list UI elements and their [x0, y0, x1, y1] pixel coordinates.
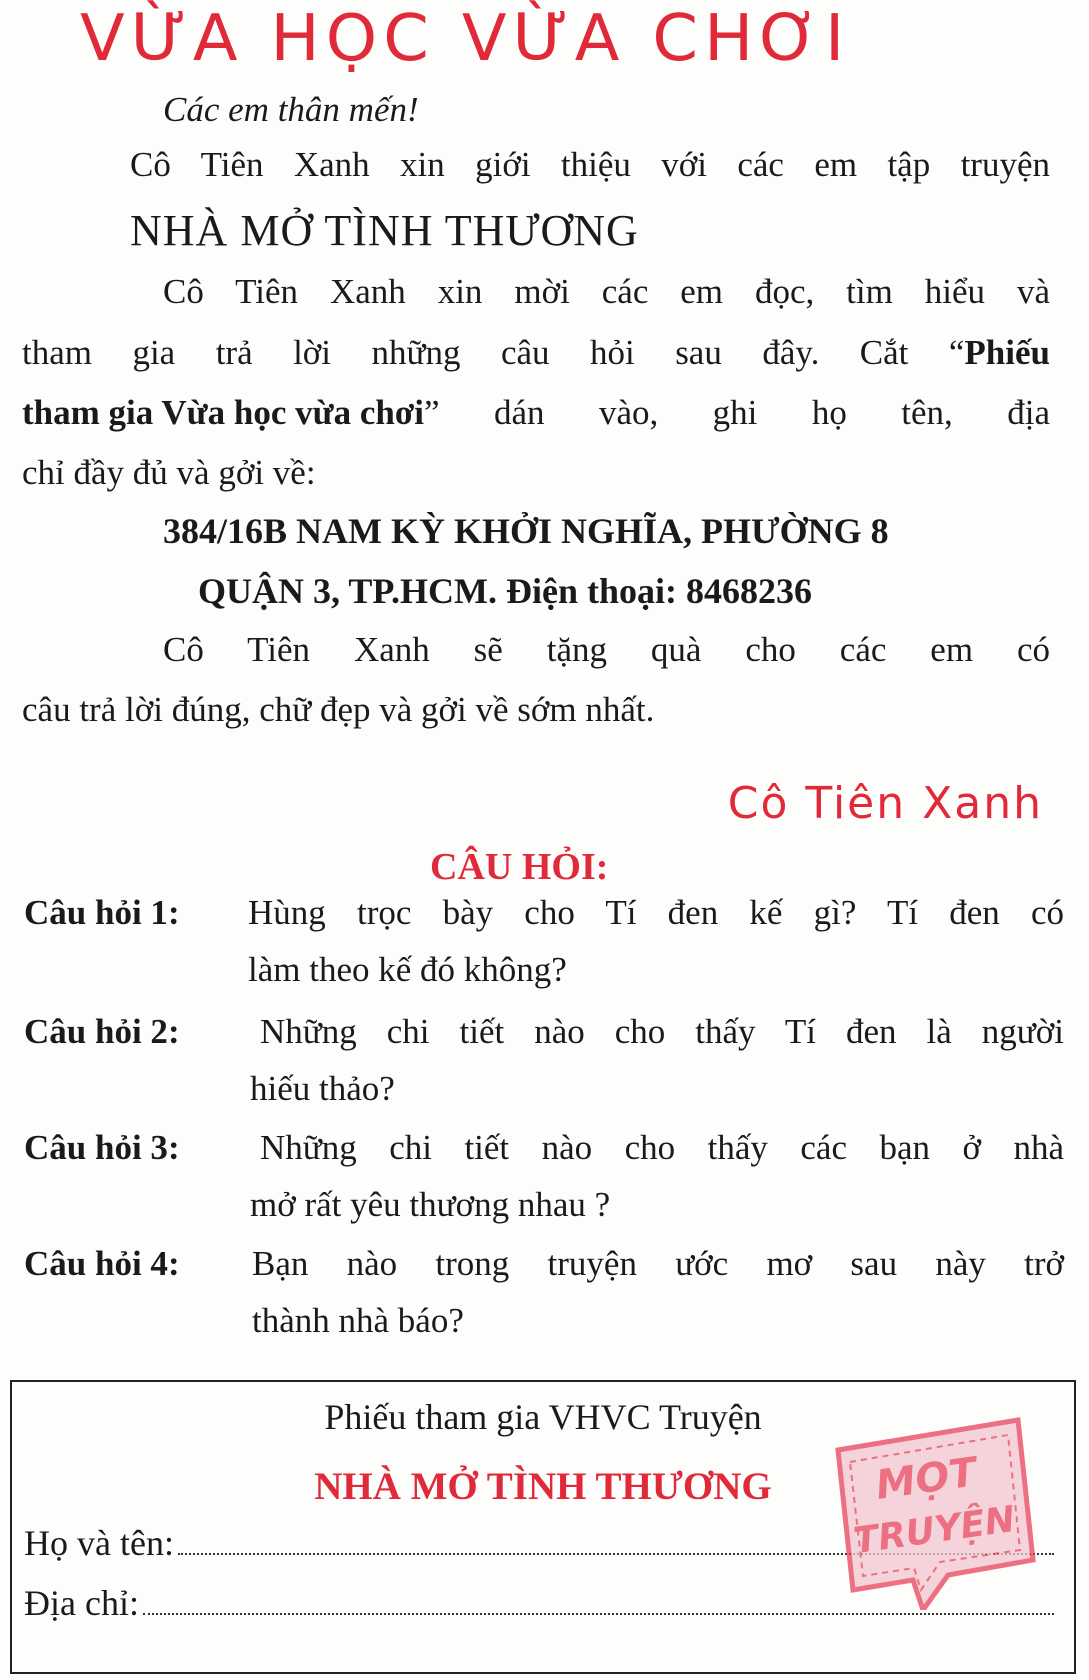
watermark-badge-icon: [828, 1410, 1048, 1610]
page-title: VỪA HỌC VỪA CHƠI: [80, 2, 851, 76]
instructions-line-3: [22, 393, 1050, 433]
question-label: Câu hỏi 2:: [24, 1012, 180, 1051]
question-text-line-1: Những chi tiết nào cho thấy các bạn ở nhà: [260, 1128, 1064, 1167]
form-name-bold-part2: tham gia Vừa học vừa chơi: [22, 393, 425, 432]
intro-line: Cô Tiên Xanh xin giới thiệu với các em tập truyện: [130, 145, 1050, 184]
gift-line-1: Cô Tiên Xanh sẽ tặng quà cho các em có: [163, 630, 1050, 669]
question-label: Câu hỏi 3:: [24, 1128, 180, 1167]
question-text-line-2: thành nhà báo?: [252, 1301, 464, 1340]
question-label: Câu hỏi 4:: [24, 1244, 180, 1283]
instructions-line-2-text: tham gia trả lời những câu hỏi sau đây. Cắt “: [22, 333, 965, 372]
question-2: [24, 1012, 1064, 1132]
instructions-line-1: Cô Tiên Xanh xin mời các em đọc, tìm hiểu và: [163, 272, 1050, 311]
name-label: Họ và tên:: [24, 1523, 174, 1563]
form-heading: Phiếu tham gia VHVC Truyện: [324, 1397, 762, 1437]
form-story-title: NHÀ MỞ TÌNH THƯƠNG: [314, 1465, 772, 1508]
address-dotted-line[interactable]: [143, 1612, 1054, 1615]
question-text-line-1: Hùng trọc bày cho Tí đen kế gì? Tí đen có: [248, 893, 1064, 932]
question-text-line-1: Bạn nào trong truyện ước mơ sau này trở: [252, 1244, 1064, 1283]
instructions-line-2: [22, 333, 1050, 373]
watermark-text-1: MỌT: [872, 1449, 980, 1509]
question-1: [24, 893, 1064, 1013]
question-text-line-2: hiếu thảo?: [250, 1069, 395, 1108]
signature: Cô Tiên Xanh: [727, 778, 1043, 829]
story-title: NHÀ MỞ TÌNH THƯƠNG: [130, 206, 639, 255]
watermark-logo: [828, 1410, 1048, 1610]
questions-heading: CÂU HỎI:: [430, 846, 609, 888]
address-label: Địa chỉ:: [24, 1583, 139, 1623]
instructions-line-4: chỉ đầy đủ và gởi về:: [22, 453, 316, 492]
question-4: [24, 1244, 1064, 1364]
question-text-line-2: mở rất yêu thương nhau ?: [250, 1185, 611, 1224]
address-line-1: 384/16B NAM KỲ KHỞI NGHĨA, PHƯỜNG 8: [163, 511, 889, 551]
instructions-line-3-text: ” dán vào, ghi họ tên, địa: [424, 393, 1050, 432]
question-text-line-2: làm theo kế đó không?: [248, 950, 567, 989]
watermark-text-2: TRUYỆN: [851, 1499, 1018, 1563]
greeting: Các em thân mến!: [163, 90, 419, 129]
question-3: [24, 1128, 1064, 1248]
form-name-bold-part1: Phiếu: [964, 333, 1050, 372]
question-label: Câu hỏi 1:: [24, 893, 180, 932]
address-line-2: QUẬN 3, TP.HCM. Điện thoại: 8468236: [198, 571, 813, 611]
gift-line-2: câu trả lời đúng, chữ đẹp và gởi về sớm nhất.: [22, 690, 655, 729]
question-text-line-1: Những chi tiết nào cho thấy Tí đen là người: [260, 1012, 1064, 1051]
